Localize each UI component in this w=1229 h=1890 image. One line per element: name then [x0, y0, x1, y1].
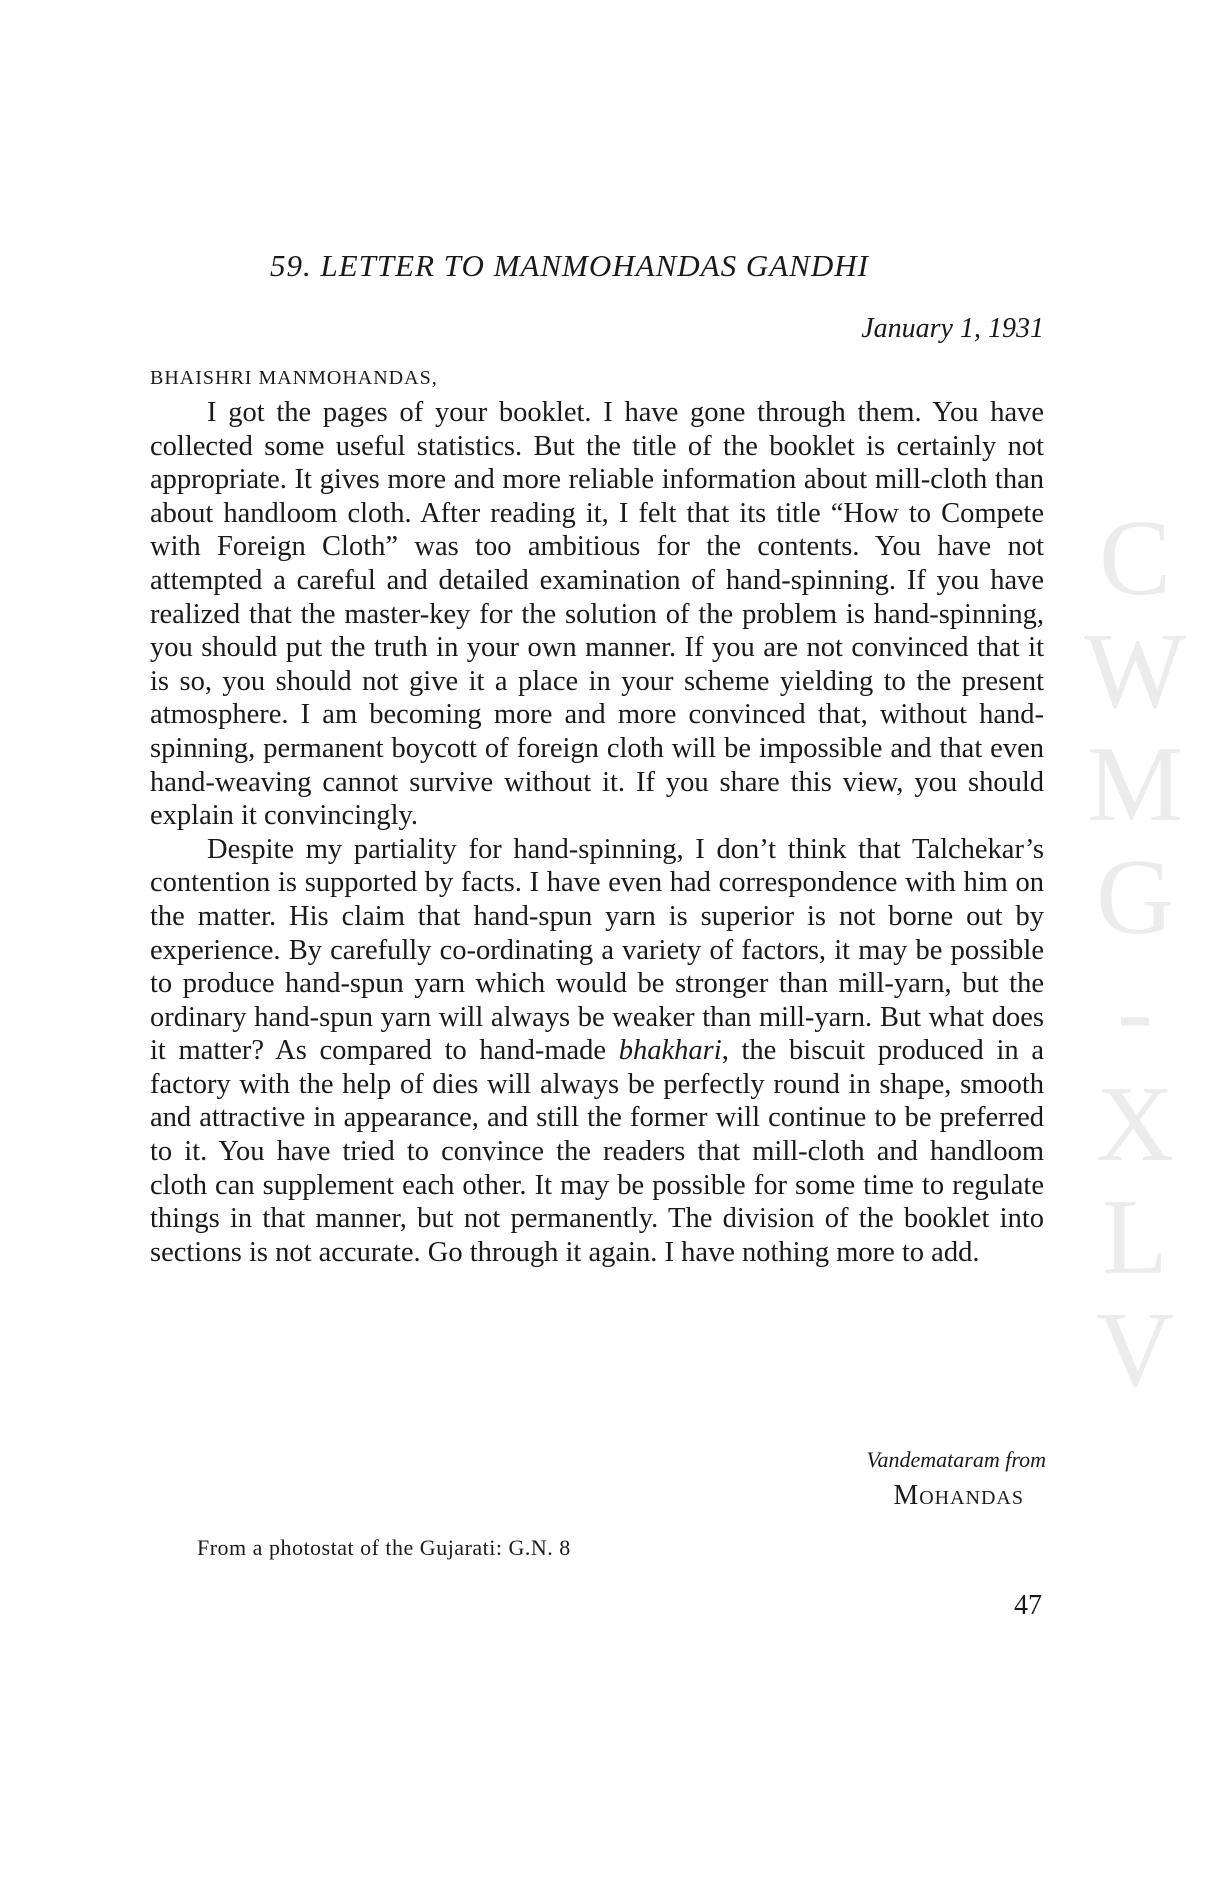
- watermark-letter: W: [1084, 612, 1186, 732]
- italic-term: bhakhari: [618, 1035, 722, 1067]
- watermark-letter: -: [1117, 951, 1153, 1071]
- signature: Mohandas: [893, 1480, 1024, 1511]
- watermark-letter: C: [1098, 499, 1172, 618]
- letter-heading: 59. LETTER TO MANMOHANDAS GANDHI: [270, 248, 869, 283]
- paragraph-2-text-start: Despite my partiality for hand-spinning, I don’t think that Talchekar’s contention is supported by facts. I have even had correspondence with him on the matter. His claim that hand-spun yarn is superior is not borne out by experience. By carefully co-ordinating a variety of factors, it may be possible to produce hand-spun yarn which would be stronger than mill-yarn, but the ordinary hand-spun yarn will always be weaker than mill-yarn. But what does it matter? As compared to hand-made: [150, 833, 1044, 1067]
- page-number: 47: [1014, 1590, 1042, 1621]
- paragraph-1: I got the pages of your booklet. I have gone through them. You have collected some useful statistics. But the title of the booklet is certainly not appropriate. It gives more and more reliable information about mill-cloth than about handloom cloth. After reading it, I felt that its title “How to Compete with Foreign Cloth” was too ambitious for the contents. You have not attempted a careful and detailed examination of hand-spinning. If you have realized that the master-key for the solution of the problem is hand-spinning, you should put the truth in your own manner. If you are not convinced that it is so, you should not give it a place in your scheme yielding to the present atmosphere. I am becoming more and more convinced that, without hand-spinning, permanent boycott of foreign cloth will be impossible and that even hand-weaving cannot survive without it. If you share this view, you should explain it convincingly.: [150, 397, 1044, 832]
- watermark: [1084, 499, 1186, 1410]
- paragraph-2: [150, 833, 1044, 1270]
- salutation: BHAISHRI MANMOHANDAS,: [150, 367, 438, 389]
- closing-line: Vandemataram from: [866, 1447, 1046, 1472]
- watermark-letter: L: [1102, 1177, 1168, 1297]
- paragraph-2-text-end: , the biscuit produced in a factory with the help of dies will always be perfectly round in shape, smooth and attractive in appearance, and still the former will continue to be preferred to it. You have tried to convince the readers that mill-cloth and handloom cloth can supplement each other. It may be possible for some time to regulate things in that manner, but not permanently. The division of the booklet into sections is not accurate. Go through it again. I have nothing more to add.: [150, 1035, 1045, 1268]
- watermark-letter: M: [1086, 725, 1184, 845]
- watermark-letter: X: [1096, 1064, 1174, 1184]
- watermark-letter: G: [1096, 838, 1174, 958]
- watermark-letter: V: [1096, 1290, 1174, 1410]
- source-note: From a photostat of the Gujarati: G.N. 8: [197, 1535, 571, 1560]
- letter-body: [150, 396, 1044, 1269]
- letter-date: January 1, 1931: [861, 313, 1044, 344]
